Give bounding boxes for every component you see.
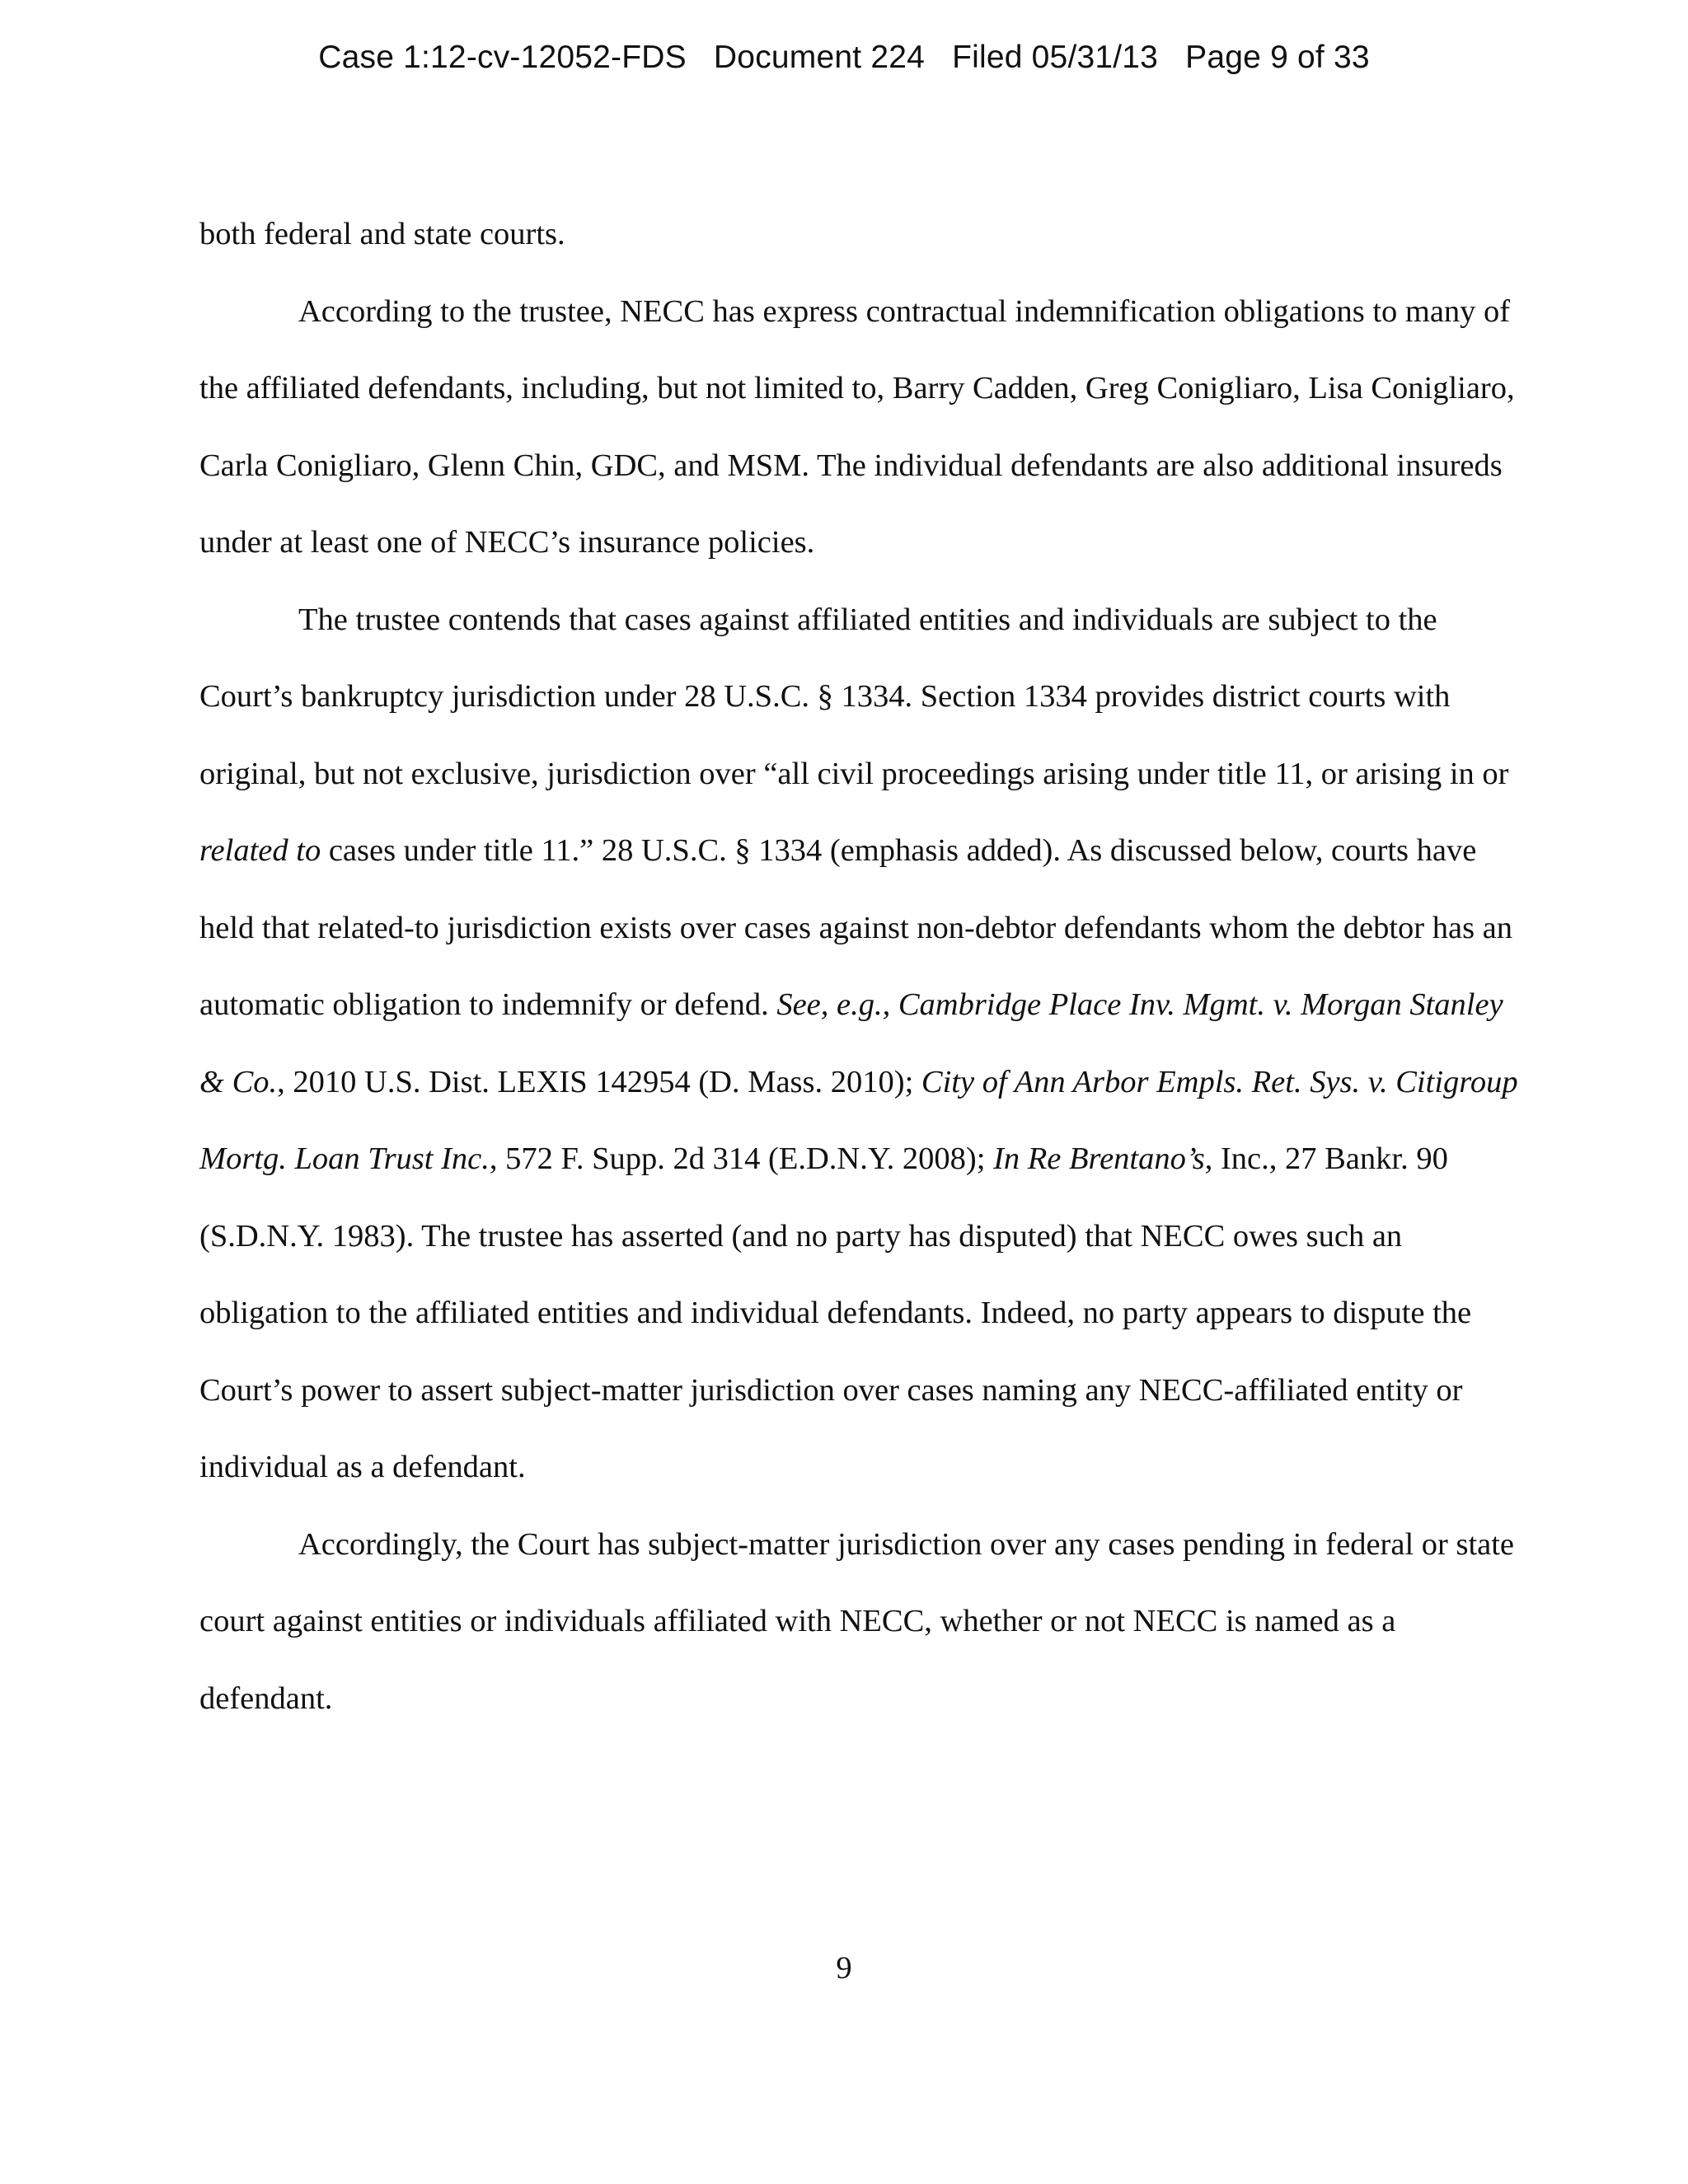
case-citation-cambridge: See, e.g., Cambridge Place Inv. Mgmt. v. Morgan Stanley & Co. [199,987,1503,1099]
text-span: , 2010 U.S. Dist. LEXIS 142954 (D. Mass. 2010); [277,1064,921,1099]
paragraph-conclusion: Accordingly, the Court has subject-matter jurisdiction over any cases pending in federal or state court against entities or individuals affiliated with NECC, whether or not NECC is named as a defendant. [199,1526,1515,1716]
document-body [199,196,1518,1737]
paragraph-indemnification: According to the trustee, NECC has express contractual indemnification obligations to many of the affiliated defendants, including, but not limited to, Barry Cadden, Greg Conigliaro, Lisa Conigliaro, Carla Conigliaro, Glenn Chin, GDC, and MSM. The individual defendants are also additional insureds under at least one of NECC’s insurance policies. [199,293,1515,560]
text-span: cases under title 11.” 28 U.S.C. § 1334 (emphasis added). As discussed below, courts have held that related-to jurisdiction exists over cases against non-debtor defendants whom the debtor has an automatic obligation to indemnify or defend. [199,833,1513,1022]
text-span: , Inc., 27 Bankr. 90 (S.D.N.Y. 1983). The trustee has asserted (and no party has disputed) that NECC owes such an obligation to the affiliated entities and individual defendants. Indeed, no party appears to dispute the Court’s power to assert subject-matter jurisdiction over cases naming any NECC-affiliated entity or individual as a defendant. [199,1141,1472,1484]
case-citation-brentanos: In Re Brentano’s [993,1141,1205,1176]
case-header: Case 1:12-cv-12052-FDS Document 224 Filed 05/31/13 Page 9 of 33 [318,40,1370,75]
case-citation-ann-arbor: City of Ann Arbor Empls. Ret. Sys. v. Citigroup Mortg. Loan Trust Inc. [199,1064,1518,1176]
text-span: , 572 F. Supp. 2d 314 (E.D.N.Y. 2008); [489,1141,994,1176]
text-span: The trustee contends that cases against affiliated entities and individuals are subject to the Court’s bankruptcy jurisdiction under 28 U.S.C. § 1334. Section 1334 provides district courts with original, but not exclusive, jurisdiction over “all civil proceedings arising under title 11, or arising in or [199,602,1509,791]
italic-span: related to [199,833,321,868]
paragraph-continuation: both federal and state courts. [199,217,565,251]
page-number: 9 [836,1951,852,1985]
paragraph-jurisdiction [199,582,1518,1507]
